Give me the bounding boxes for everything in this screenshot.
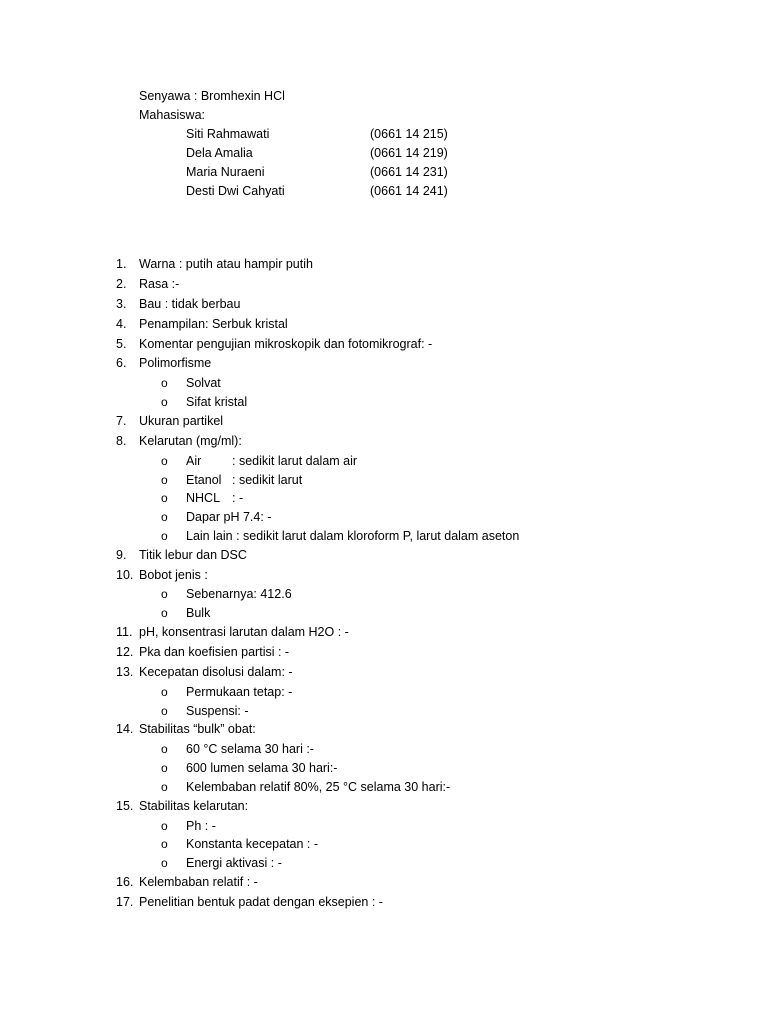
list-item xyxy=(0,275,768,295)
solubility-value: : sedikit larut dalam air xyxy=(232,453,358,468)
student-name: Dela Amalia xyxy=(186,146,253,160)
list-item xyxy=(0,315,768,335)
sub-item-text: Kelembaban relatif 80%, 25 °C selama 30 hari:- xyxy=(186,779,451,794)
bullet-icon: o xyxy=(161,606,168,621)
item-text: Kelembaban relatif : - xyxy=(139,874,258,889)
sub-item-text: Solvat xyxy=(186,376,221,391)
solubility-row xyxy=(0,508,768,527)
sub-item xyxy=(0,759,768,778)
item-text: Bau : tidak berbau xyxy=(139,296,241,311)
student-name: Siti Rahmawati xyxy=(186,127,270,141)
sub-item xyxy=(0,778,768,797)
list-item xyxy=(0,354,768,374)
item-text: Titik lebur dan DSC xyxy=(139,547,247,562)
student-id: (0661 14 241) xyxy=(370,184,448,198)
bullet-icon: o xyxy=(161,491,168,506)
list-item xyxy=(0,255,768,275)
item-number: 13. xyxy=(116,664,134,679)
bullet-icon: o xyxy=(161,528,168,543)
item-number: 3. xyxy=(116,296,127,311)
bullet-icon: o xyxy=(161,472,168,487)
item-text: Warna : putih atau hampir putih xyxy=(139,257,313,271)
bullet-icon: o xyxy=(161,818,168,833)
sub-item xyxy=(0,683,768,702)
solubility-row xyxy=(0,471,768,490)
list-item xyxy=(0,412,768,432)
item-text: Pka dan koefisien partisi : - xyxy=(139,644,290,659)
list-item xyxy=(0,643,768,663)
solubility-value: : - xyxy=(232,491,244,506)
solubility-row xyxy=(0,527,768,546)
list-item xyxy=(0,720,768,740)
list-item xyxy=(0,873,768,893)
solvent-label: Air xyxy=(186,453,202,468)
solvent-label: NHCL xyxy=(186,491,221,506)
student-row xyxy=(139,125,448,144)
item-number: 8. xyxy=(116,433,127,448)
item-number: 14. xyxy=(116,722,134,737)
item-number: 17. xyxy=(116,894,134,909)
bullet-icon: o xyxy=(161,761,168,776)
solvent-label: Etanol xyxy=(186,472,222,487)
bullet-icon: o xyxy=(161,510,168,525)
student-name: Maria Nuraeni xyxy=(186,165,265,179)
student-name: Desti Dwi Cahyati xyxy=(186,184,285,198)
item-text: Stabilitas kelarutan: xyxy=(139,798,249,813)
students-label: Mahasiswa: xyxy=(139,108,205,122)
item-text: Polimorfisme xyxy=(139,356,212,371)
item-number: 6. xyxy=(116,356,127,371)
item-number: 10. xyxy=(116,567,134,582)
item-text: Komentar pengujian mikroskopik dan fotomikrograf: - xyxy=(139,336,433,351)
student-id: (0661 14 231) xyxy=(370,165,448,179)
student-row xyxy=(139,144,448,163)
bullet-icon: o xyxy=(161,742,168,757)
sub-item-text: Ph : - xyxy=(186,818,216,833)
solubility-value: : sedikit larut xyxy=(232,472,303,487)
document-header xyxy=(139,87,448,201)
item-number: 7. xyxy=(116,413,127,428)
solubility-value: : - xyxy=(260,510,272,525)
student-row xyxy=(139,163,448,182)
item-number: 5. xyxy=(116,336,127,351)
compound-line: Senyawa : Bromhexin HCl xyxy=(139,89,285,103)
sub-item-text: 600 lumen selama 30 hari:- xyxy=(186,761,338,776)
sub-item xyxy=(0,835,768,854)
list-item xyxy=(0,335,768,355)
student-id: (0661 14 215) xyxy=(370,127,448,141)
sub-item-text: Sebenarnya: 412.6 xyxy=(186,587,292,602)
sub-item xyxy=(0,604,768,623)
sub-item-text: 60 °C selama 30 hari :- xyxy=(186,742,314,757)
item-number: 16. xyxy=(116,874,134,889)
item-number: 1. xyxy=(116,257,127,271)
student-row xyxy=(139,182,448,201)
list-item xyxy=(0,546,768,566)
item-text: Rasa :- xyxy=(139,276,180,291)
sub-item xyxy=(0,374,768,393)
list-item xyxy=(0,797,768,817)
properties-list xyxy=(0,255,768,913)
item-text: Bobot jenis : xyxy=(139,567,208,582)
item-number: 15. xyxy=(116,798,134,813)
bullet-icon: o xyxy=(161,837,168,852)
item-number: 12. xyxy=(116,644,134,659)
list-item xyxy=(0,663,768,683)
sub-item-text: Sifat kristal xyxy=(186,395,248,410)
sub-item-text: Suspensi: - xyxy=(186,703,249,718)
item-text: Kecepatan disolusi dalam: - xyxy=(139,664,293,679)
sub-item xyxy=(0,585,768,604)
sub-item-text: Bulk xyxy=(186,606,211,621)
list-item xyxy=(0,432,768,452)
item-number: 4. xyxy=(116,316,127,331)
list-item xyxy=(0,566,768,586)
sub-item-text: Konstanta kecepatan : - xyxy=(186,837,319,852)
sub-item xyxy=(0,702,768,721)
item-number: 9. xyxy=(116,547,127,562)
list-item xyxy=(0,623,768,643)
sub-item xyxy=(0,854,768,873)
solubility-value: : sedikit larut dalam kloroform P, larut dalam aseton xyxy=(236,528,520,543)
item-text: Kelarutan (mg/ml): xyxy=(139,433,242,448)
sub-item-text: Energi aktivasi : - xyxy=(186,856,282,871)
bullet-icon: o xyxy=(161,703,168,718)
item-number: 2. xyxy=(116,276,127,291)
bullet-icon: o xyxy=(161,856,168,871)
item-text: Ukuran partikel xyxy=(139,413,224,428)
item-text: Penampilan: Serbuk kristal xyxy=(139,316,288,331)
bullet-icon: o xyxy=(161,376,168,391)
student-id: (0661 14 219) xyxy=(370,146,448,160)
bullet-icon: o xyxy=(161,453,168,468)
solvent-label: Lain lain xyxy=(186,528,233,543)
item-text: Stabilitas “bulk” obat: xyxy=(139,722,256,737)
bullet-icon: o xyxy=(161,395,168,410)
bullet-icon: o xyxy=(161,684,168,699)
item-text: pH, konsentrasi larutan dalam H2O : - xyxy=(139,625,349,640)
bullet-icon: o xyxy=(161,587,168,602)
solubility-row xyxy=(0,489,768,508)
sub-item xyxy=(0,393,768,412)
sub-item xyxy=(0,817,768,836)
list-item xyxy=(0,295,768,315)
bullet-icon: o xyxy=(161,779,168,794)
item-number: 11. xyxy=(116,625,133,640)
sub-item-text: Permukaan tetap: - xyxy=(186,684,293,699)
solubility-row xyxy=(0,452,768,471)
item-text: Penelitian bentuk padat dengan eksepien : - xyxy=(139,894,383,909)
solvent-label: Dapar pH 7.4 xyxy=(186,510,261,525)
sub-item xyxy=(0,740,768,759)
list-item xyxy=(0,893,768,913)
